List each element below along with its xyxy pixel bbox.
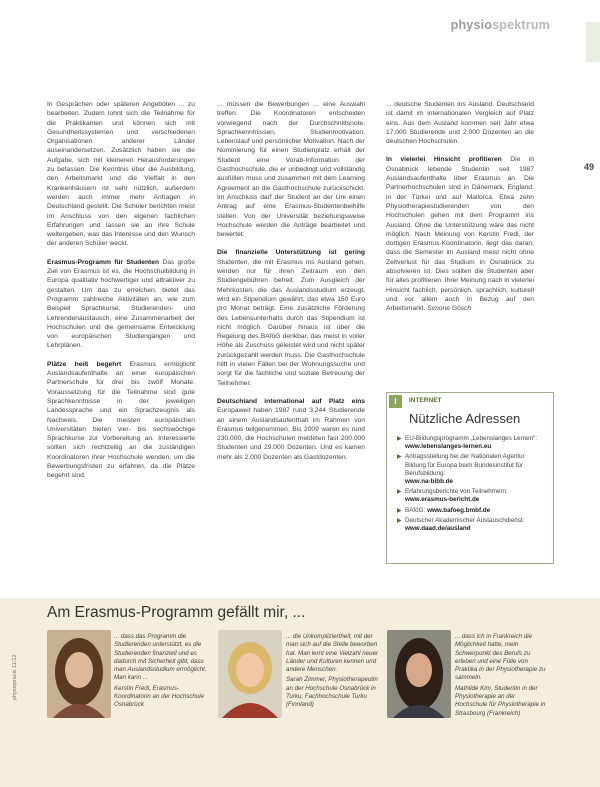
paragraph: Deutschland international auf Platz eins Europaweit haben 1987 rund 3.244 Studierende an einem Auslandsaufenthalt im Rahmen von Erasmus teilgenommen. Bis 2009 waren es rund 230.000, die Hochschulen meldeten fast 200.000 Studenten und 29.000 Dozenten. Und es kamen mehr als 2.000 Dozenten als Gastdozenten. [217, 397, 365, 461]
paragraph-heading: Die finanzielle Unterstützung ist gering [217, 249, 365, 257]
infobox-label: INTERNET [409, 397, 442, 404]
paragraph-heading: Erasmus-Programm für Studenten [47, 258, 160, 266]
link[interactable]: www.bafoeg.bmbf.de [427, 506, 491, 514]
paragraph: In Gesprächen oder späteren Angeboten ... zu bearbeiten. Zudem lohnt sich die Teilnahme für die Praktikanten und können sich mit Gesundheitssystemen und verschiedenen Organisationen anderer Länder auseinandersetzen. Zusätzlich haben sie die Aufgabe, sich mit kleineren Herausforderungen zu befassen. Die Kenntnis über die Ausbildung, den Arbeitsmarkt und die Vielfalt in den Krankenhäusern ist sehr nützlich, außerdem werden auch immer mehr Anfragen in Deutschland gestellt. Die Schüler berichten meist im Anschluss von den eigenen fachlichen Erfahrungen und lassen sie an ihre Schule weitergeben, was das Interesse und den Wunsch der anderen Schüler weckt. [47, 101, 195, 248]
quote-text: ... dass ich in Frankreich die Möglichkeit hatte, mein Schwerpunkt des Berufs zu erleben und eine Fülle von Praktika in der Physiotherapie zu sammeln. Mathilde Kim, Studentin in der Physiotherapie an der Hochschule für Physiotherapie in Strasbourg (Frankreich) [455, 633, 549, 718]
paragraph: Erasmus-Programm für Studenten Das große Ziel von Erasmus ist es, die Hochschulbildung in Europa qualitativ hochwertiger und attraktiver zu gestalten. Um das zu erreichen, bietet das Programm zahlreiche Aktivitäten an, wie zum Beispiel Sprachkurse, Studierenden- und Lehrendenaustausch, eine Zusammenarbeit der Hochschulen und die gemeinsame Entwicklung von europäischen Studiengängen und Lehrplänen. [47, 258, 195, 350]
column-1 [47, 100, 195, 490]
brand-title: physiospektrum [450, 18, 550, 32]
list-item: ▶ EU-Bildungsprogramm „Lebenslanges Lernen“: www.lebenslanges-lernen.eu [397, 435, 547, 451]
infobox-useful-addresses [386, 392, 554, 564]
paragraph: ... müssen die Bewerbungen ... eine Auswahl treffen. Die Koordinatoren entscheiden vorwiegend nach der Durchschnittsnote, Sprachkenntnissen, Studienmotivation, Lebenslauf und persönlicher Motivation. Nach der Nominierung für einen Studienplatz erhält der Student eine Vorab-Information der Gasthochschule, die er unbedingt und vollständig ausfüllen muss und zusammen mit dem Learning Agreement an die Gasthochschule zurückschickt. Im Anschluss darf der Student an der Uni einen Antrag auf eine Erasmus-Studentenbeihilfe stellen. Von der Universität beziehungsweise Hochschule werden die Anträge bearbeitet und bewertet. [217, 101, 365, 239]
quote-attribution: Mathilde Kim, Studentin in der Physiotherapie an der Hochschule für Physiotherapie in Strasbourg (Frankreich) [455, 684, 546, 717]
quote-text: ... die Unkompliziertheit, mit der man sich auf die Stelle beworben hat. Man lernt eine Vielzahl neuer Länder und Kulturen kennen und andere Menschen. Sarah Zimmer, Physiotherapeutin an der Hochschule Osnabrück in Turku, Fachhochschule Turku (Finnland) [286, 633, 379, 709]
author-signature: Simone Gösch [427, 305, 472, 313]
paragraph-heading: Deutschland international auf Platz eins [217, 397, 365, 405]
portrait-photo [47, 630, 111, 718]
paragraph: Plätze heiß begehrt Erasmus ermöglicht Auslandsaufenthalte an einer europäischen Partnerschule für drei bis zwölf Monate. Voraussetzung für die Teilnahme sind gute Sprachkenntnisse in der jeweiligen Landessprache und ein Sprachzeugnis als Nachweis. Die meisten europäischen Universitäten bieten vier- bis sechswöchige Sprachkurse zur Vorbereitung an. Interessierte sollten sich rechtzeitig an die zuständigen Koordinatoren ihrer Hochschule wenden, um die Bewerbungsfristen zu erfahren, da die Plätze begehrt sind. [47, 360, 196, 480]
portrait-photo [218, 630, 282, 718]
quote-attribution: Sarah Zimmer, Physiotherapeutin an der Hochschule Osnabrück in Turku, Fachhochschule Turku (Finnland) [286, 676, 378, 709]
quote-text: ... dass das Programm die Studierenden unterstützt, es die Studierenden finanziell und es dadurch mit Sicherheit gibt, dass man Auslandsstudium ermöglicht. Man kann ... Kerstin Fredl, Erasmus-Koordinatorin an der Hochschule Osnabrück [114, 633, 207, 709]
side-tab-marker [586, 22, 600, 62]
link[interactable]: www.erasmus-bericht.de [405, 496, 480, 504]
bullet-icon: ▶ [397, 436, 402, 442]
column-3 [386, 100, 534, 323]
info-icon: i [389, 395, 402, 408]
page-number: 49 [583, 162, 594, 172]
column-2 [217, 100, 365, 471]
list-item: ▶ BAföG: www.bafoeg.bmbf.de [397, 506, 491, 514]
section-title: Am Erasmus-Programm gefällt mir, ... [47, 604, 306, 621]
paragraph: Die finanzielle Unterstützung ist gering Studenten, die mit Erasmus ins Ausland gehen, werden nur für ihren Zeitraum von den Studiengebühren befreit. Zum Ausgleich der Mehrkosten, die das Auslandsstudium erzeugt, wird ein Stipendium gewährt, das etwa 150 Euro pro Monat beträgt. Eine zusätzliche Förderung des Lebensunterhalts durch das Stipendium ist nicht möglich. Darüber hinaus ist über die Regelung des BAföG denkbar, das meist in voller Höhe als Zuschuss geleistet wird und nicht später zurückgezahlt werden muss. Die Gasthochschule hilft in vielen Fällen bei der Wohnungssuche und sorgt für die fachliche und soziale Betreuung der Teilnehmer. [217, 249, 365, 387]
list-item: ▶ Antragsstellung bei der Nationalen Agentur Bildung für Europa beim Bundesinstitut für Berufsbildung: www.na-bibb.de [397, 453, 547, 486]
vertical-footer-text: physiopraxis 11/12 [12, 654, 18, 700]
link[interactable]: www.daad.de/ausland [405, 525, 471, 533]
link[interactable]: www.lebenslanges-lernen.eu [405, 443, 492, 451]
bullet-icon: ▶ [397, 454, 402, 461]
bullet-icon: ▶ [397, 489, 402, 496]
paragraph-heading: In vielerlei Hinsicht profitieren [386, 156, 502, 164]
paragraph-heading: Plätze heiß begehrt [47, 360, 122, 368]
list-item: ▶ Deutscher Akademischer Austauschdienst: www.daad.de/ausland [397, 517, 547, 533]
link[interactable]: www.na-bibb.de [405, 478, 454, 486]
portrait-photo [387, 630, 451, 718]
bullet-icon: ▶ [397, 517, 402, 524]
list-item: ▶ Erfahrungsberichte von Teilnehmern: www.erasmus-bericht.de [397, 488, 547, 504]
quote-attribution: Kerstin Fredl, Erasmus-Koordinatorin an der Hochschule Osnabrück [114, 684, 205, 709]
paragraph: In vielerlei Hinsicht profitieren Die in Osnabrück lebende Studentin seit 1987 Auslandsaufenthalte über Erasmus an. Die Partnerhochschulen sind in Dänemark, England, in der Türkei und auf Mallorca. Etwa zehn Physiotherapiestudierenden von den Hochschulen gehen mit dem Programm ins Ausland. Ohne die Unterstützung wäre das nicht möglich. Nach Meinung von Kerstin Fredl, der dortigen Erasmus-Koordinatorin, liegt das daran, dass die Semester im Ausland meist nicht ohne Zeitverlust für das Studium in Osnabrück zu absolvieren ist. Dies sollten die Studenten aber für alles profitieren. Ihrer Meinung nach in vielerlei Hinsicht fachlich, persönlich, sprachlich, kulturell und vor allem auch in Bezug auf den Arbeitsmarkt. Simone Gösch [386, 156, 534, 313]
bullet-icon: ▶ [397, 507, 402, 514]
infobox-title: Nützliche Adressen [409, 411, 521, 426]
paragraph: ... deutsche Studenten ins Ausland. Deutschland ist damit im internationalen Vergleich auf Platz eins. Aus dem Ausland kommen seit Jahr etwa 17.000 Studierende und 2.000 Dozenten an die deutschen Hochschulen. [386, 101, 534, 146]
address-list [397, 435, 547, 535]
